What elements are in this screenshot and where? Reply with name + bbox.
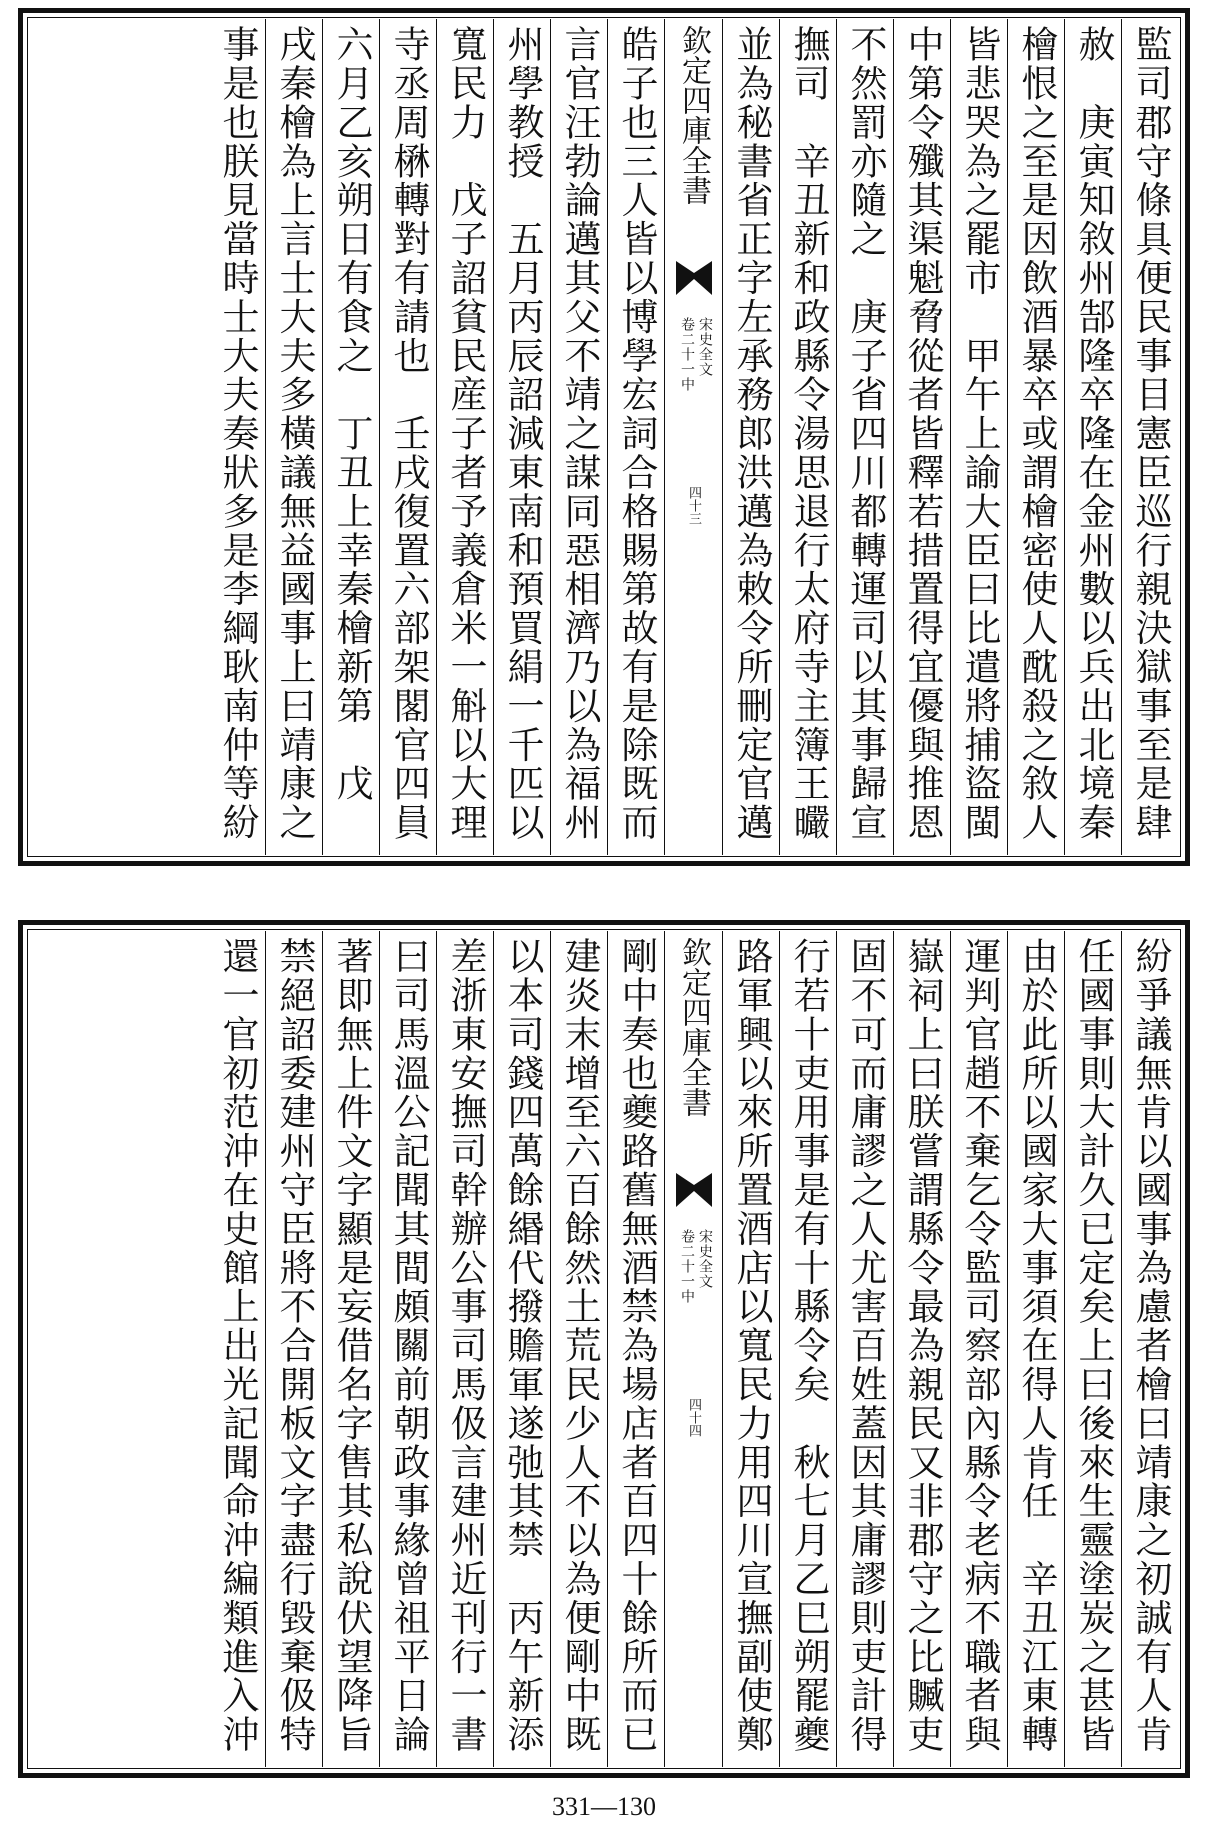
text-column — [837, 19, 894, 855]
text-column — [780, 19, 837, 855]
text-column — [551, 931, 608, 1767]
column-text: 運判官趙不棄乞令監司察部內縣令老病不職者與 — [958, 937, 1001, 1754]
column-text: 差浙東安撫司幹辦公事司馬伋言建州近刊行一書 — [444, 937, 487, 1754]
text-column — [1065, 931, 1122, 1767]
column-text: 皓子也三人皆以博學宏詞合格賜第故有是除既而 — [615, 25, 658, 842]
column-text: 六月乙亥朔日有食之 丁丑上幸秦檜新第 戊 — [330, 25, 373, 803]
text-column — [1122, 19, 1179, 855]
text-column — [494, 19, 551, 855]
column-text: 並為秘書省正字左承務郎洪邁為敕令所刪定官邁 — [730, 25, 773, 842]
text-column — [437, 19, 494, 855]
column-text: 紛爭議無肯以國事為慮者檜曰靖康之初誠有人肯 — [1129, 937, 1172, 1754]
text-column — [951, 19, 1008, 855]
column-text: 以本司錢四萬餘緡代撥贍軍遂弛其禁 丙午新添 — [501, 937, 544, 1754]
work-title: 宋史全文 — [697, 317, 713, 377]
column-text: 任國事則大計久已定矣上曰後來生靈塗炭之甚皆 — [1072, 937, 1115, 1754]
text-column — [1065, 19, 1122, 855]
book-title: 欽定四庫全書 — [676, 25, 711, 205]
text-column — [437, 931, 494, 1767]
text-column — [209, 19, 266, 855]
work-title: 宋史全文 — [697, 1229, 713, 1289]
text-column — [1008, 931, 1065, 1767]
fishtail-mark-icon — [674, 1169, 714, 1209]
column-text: 由於此所以國家大事須在得人肯任 辛丑江東轉 — [1015, 937, 1058, 1754]
text-column — [608, 931, 665, 1767]
text-column — [1008, 19, 1065, 855]
column-text: 監司郡守條具便民事目憲臣巡行親決獄事至是肆 — [1129, 25, 1172, 842]
text-column — [380, 931, 437, 1767]
text-column — [380, 19, 437, 855]
text-column — [894, 931, 951, 1767]
text-column — [608, 19, 665, 855]
text-column — [266, 931, 323, 1767]
book-subtitle — [678, 317, 714, 392]
folio-number: 四十三 — [686, 486, 701, 525]
text-column — [894, 19, 951, 855]
column-text: 寬民力 戊子詔貧民産子者予義倉米一斛以大理 — [444, 25, 487, 842]
page-footer-label: 331—130 — [552, 1792, 656, 1821]
fishtail-mark-icon — [674, 257, 714, 297]
column-text: 撫司 辛丑新和政縣令湯思退行太府寺主簿王曮 — [787, 25, 830, 842]
column-text: 皆悲哭為之罷市 甲午上諭大臣曰比遣將捕盜閩 — [958, 25, 1001, 842]
column-text: 檜恨之至是因飲酒暴卒或謂檜密使人酖殺之敘人 — [1015, 25, 1058, 842]
column-text: 嶽祠上曰朕嘗謂縣令最為親民又非郡守之比贓吏 — [901, 937, 944, 1754]
text-column — [323, 19, 380, 855]
column-text: 建炎末增至六百餘然土荒民少人不以為便剛中既 — [558, 937, 601, 1754]
juan-label: 卷二十一中 — [679, 1229, 695, 1304]
column-text: 寺丞周楙轉對有請也 壬戌復置六部架閣官四員 — [387, 25, 430, 842]
book-title: 欽定四庫全書 — [676, 937, 711, 1117]
book-subtitle — [678, 1229, 714, 1304]
text-column — [1122, 931, 1179, 1767]
column-text: 赦 庚寅知敘州郜隆卒隆在金州數以兵出北境秦 — [1072, 25, 1115, 842]
text-column — [951, 931, 1008, 1767]
column-text: 行若十吏用事是有十縣令矣 秋七月乙巳朔罷夔 — [787, 937, 830, 1754]
column-text: 言官汪勃論邁其父不靖之謀同惡相濟乃以為福州 — [558, 25, 601, 842]
text-column — [494, 931, 551, 1767]
text-column — [837, 931, 894, 1767]
folio-number: 四十四 — [686, 1398, 701, 1437]
columns-lower — [29, 931, 1179, 1767]
column-text: 事是也朕見當時士大夫奏狀多是李綱耿南仲等紛 — [216, 25, 259, 842]
text-column — [209, 931, 266, 1767]
center-fold-column — [665, 931, 723, 1767]
column-text: 著即無上件文字顯是妄借名字售其私說伏望降旨 — [330, 937, 373, 1754]
page-lower — [18, 920, 1190, 1778]
text-column — [723, 931, 780, 1767]
columns-upper — [29, 19, 1179, 855]
column-text: 路軍興以來所置酒店以寬民力用四川宣撫副使鄭 — [730, 937, 773, 1754]
column-text: 州學教授 五月丙辰詔減東南和預買絹一千匹以 — [501, 25, 544, 842]
column-text: 曰司馬溫公記聞其間頗關前朝政事緣曾祖平日論 — [387, 937, 430, 1754]
text-column — [551, 19, 608, 855]
column-text: 固不可而庸謬之人尤害百姓蓋因其庸謬則吏計得 — [844, 937, 887, 1754]
juan-label: 卷二十一中 — [679, 317, 695, 392]
text-column — [323, 931, 380, 1767]
column-text: 中第令殲其渠魁脅從者皆釋若措置得宜優與推恩 — [901, 25, 944, 842]
text-column — [780, 931, 837, 1767]
column-text: 剛中奏也夔路舊無酒禁為場店者百四十餘所而已 — [615, 937, 658, 1754]
text-column — [266, 19, 323, 855]
column-text: 禁絕詔委建州守臣將不合開板文字盡行毀棄伋特 — [273, 937, 316, 1754]
column-text: 戌秦檜為上言士大夫多橫議無益國事上曰靖康之 — [273, 25, 316, 842]
page-upper — [18, 8, 1190, 866]
center-fold-column — [665, 19, 723, 855]
text-column — [723, 19, 780, 855]
column-text: 還一官初范沖在史館上出光記聞命沖編類進入沖 — [216, 937, 259, 1754]
column-text: 不然罰亦隨之 庚子省四川都轉運司以其事歸宣 — [844, 25, 887, 842]
